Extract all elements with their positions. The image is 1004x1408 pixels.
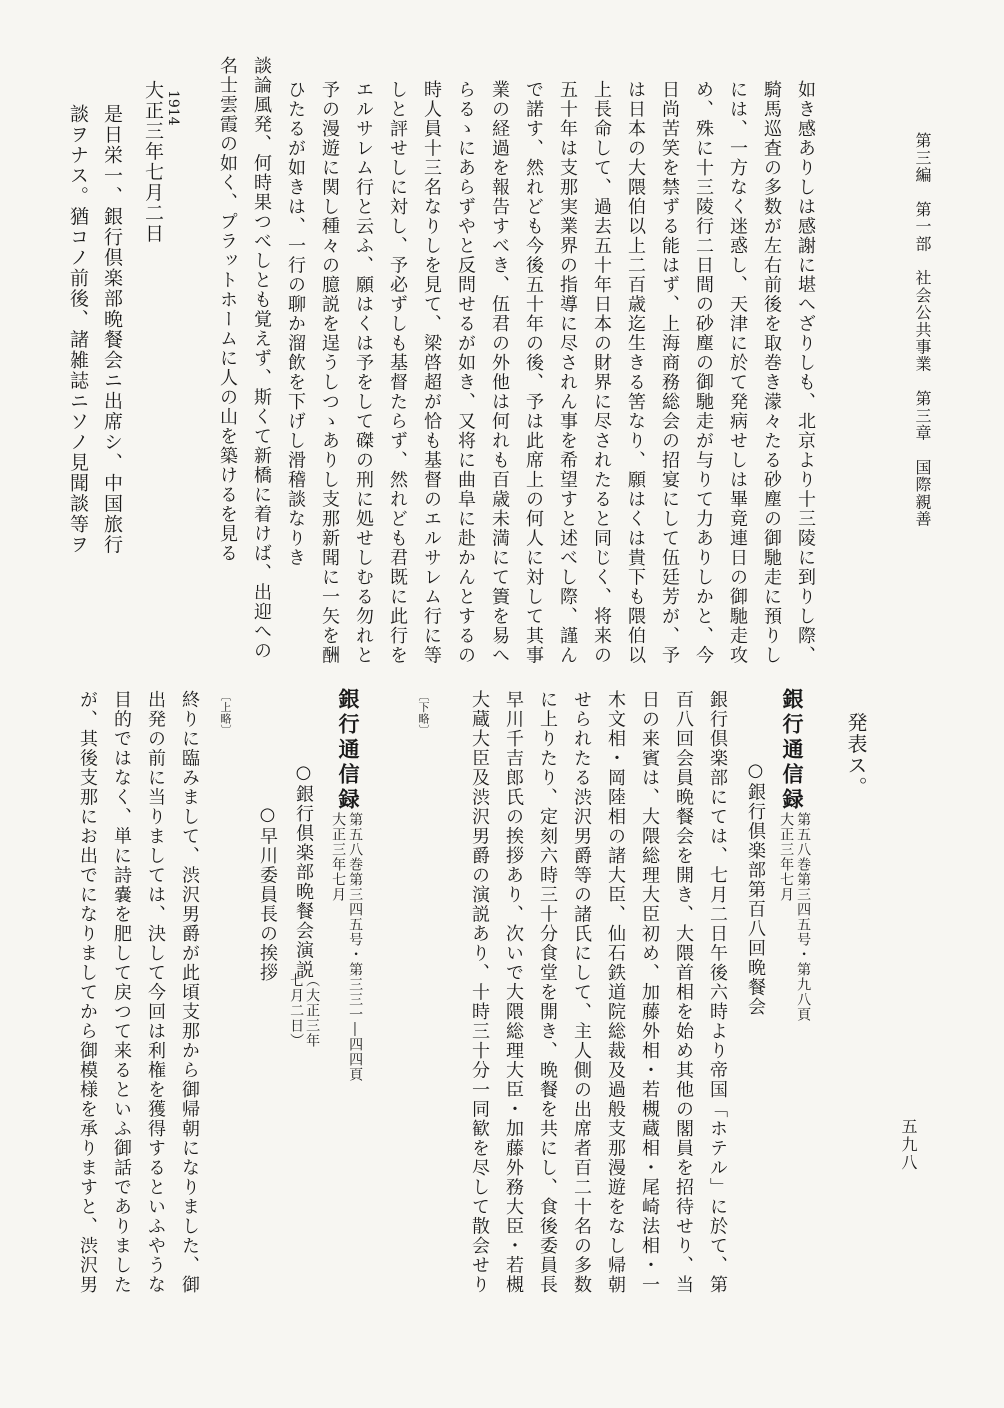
text-line: 銀行倶楽部にては、七月二日午後六時より帝国「ホテル」に於て、第	[707, 690, 728, 1295]
text-line: ひたるが如きは、一行の聊か溜飲を下げし滑稽談なりき	[285, 80, 306, 568]
text-line: 木文相・岡陸相の諸大臣、仙石鉄道院総裁及過般支那漫遊をなし帰朝	[605, 690, 626, 1295]
text-line: 如き感ありしは感謝に堪へざりしも、北京より十三陵に到りし際、	[795, 80, 816, 665]
speech-subheading: ○早川委員長の挨拶	[257, 804, 278, 983]
source-title: 銀行通信録	[336, 688, 361, 813]
source-date: 大正三年七月	[330, 812, 347, 902]
text-line: 騎馬巡査の多数が左右前後を取巻き濛々たる砂塵の御馳走に預りし	[761, 80, 782, 665]
entry-line: 是日栄一、銀行倶楽部晩餐会ニ出席シ、中国旅行	[101, 104, 123, 555]
text-line: 出発の前に当りましては、決して今回は利権を獲得するといふやうな	[145, 690, 166, 1295]
announce-text: 発表ス。	[844, 712, 868, 798]
source-title: 銀行通信録	[780, 688, 805, 813]
source-date: 大正三年七月	[778, 812, 795, 902]
text-line: らるゝにあらずやと反問せるが如き、又将に曲阜に赴かんとするの	[455, 80, 476, 665]
text-line: に上りたり、定刻六時三十分食堂を開き、晩餐を共にし、食後委員長	[537, 690, 558, 1295]
text-line: 名士雲霞の如く、プラットホームに人の山を築けるを見る	[217, 56, 238, 563]
text-line: せられたる渋沢男爵等の諸氏にして、主人側の出席者百二十名の多数	[571, 690, 592, 1295]
text-line: 終りに臨みまして、渋沢男爵が此頃支那から御帰朝になりました、御	[179, 690, 200, 1295]
text-line: 五十年は支那実業界の指導に尽されん事を希望すと述べし際、謹ん	[557, 80, 578, 665]
text-line: が、其後支那にお出でになりましてから御模様を承りますと、渋沢男	[77, 690, 98, 1295]
date-entry: 大正三年七月二日	[142, 80, 164, 244]
text-line: 早川千吉郎氏の挨拶あり、次いで大隈総理大臣・加藤外務大臣・若槻	[503, 690, 524, 1295]
running-head: 第三編 第一部 社会公共事業 第三章 国際親善	[913, 132, 932, 528]
text-line: 時人員十三名なりしを見て、梁啓超が恰も基督のエルサレム行に等	[421, 80, 442, 665]
text-line: 談論風発、何時果つべしとも覚えず、斯くて新橋に着けば、出迎への	[251, 56, 272, 661]
omission-note: 〔上略〕	[219, 690, 232, 736]
entry-line: 談ヲナス。猶コノ前後、諸雑誌ニソノ見聞談等ヲ	[67, 104, 89, 555]
source-reference: 第五八巻第三四五号・第九八頁	[795, 812, 812, 1022]
speech-date-note: 七月二日）	[288, 973, 305, 1048]
text-line: め、殊に十三陵行二日間の砂塵の御馳走が与りて力ありしかと、今	[693, 80, 714, 665]
speech-heading: ○銀行倶楽部晩餐会演説	[293, 762, 314, 980]
text-line: 上長命して、過去五十年日本の財界に尽されたると同じく、将来の	[591, 80, 612, 665]
text-line: は日本の大隈伯以上二百歳迄生きる筈なり、願はくは貴下も隈伯以	[625, 80, 646, 665]
article-subheading: ○銀行倶楽部第百八回晩餐会	[745, 760, 766, 1017]
text-line: には、一方なく迷惑し、天津に於て発病せしは畢竟連日の御馳走攻	[727, 80, 748, 665]
year-label: 1914	[165, 90, 181, 126]
omission-note: 〔下略〕	[417, 690, 430, 736]
text-line: 日の来賓は、大隈総理大臣初め、加藤外相・若槻蔵相・尾崎法相・一	[639, 690, 660, 1295]
text-line: 大蔵大臣及渋沢男爵の演説あり、十時三十分一同歓を尽して散会せり	[469, 690, 490, 1295]
text-line: 目的ではなく、単に詩嚢を肥して戻つて来るといふ御話でありました	[111, 690, 132, 1295]
text-line: しと評せしに対し、予必ずしも基督たらず、然れども君既に此行を	[387, 80, 408, 665]
page-number: 五九八	[899, 1118, 918, 1172]
text-line: 百八回会員晩餐会を開き、大隈首相を始め其他の閣員を招待せり、当	[673, 690, 694, 1295]
text-line: エルサレム行と云ふ、願はくは予をして磔の刑に処せしむる勿れと	[353, 80, 374, 665]
text-line: 予の漫遊に関し種々の臆説を逞うしつゝありし支那新聞に一矢を酬	[319, 80, 340, 665]
text-line: 業の経過を報告すべき、伍君の外他は何れも百歳未満にて簀を易へ	[489, 80, 510, 665]
speech-date-note: （大正三年	[304, 973, 321, 1048]
source-reference: 第五八巻第三四五号・第三三一―四四頁	[347, 812, 364, 1082]
text-line: で諾す、然れども今後五十年の後、予は此席上の何人に対して其事	[523, 80, 544, 665]
text-line: 日尚苦笑を禁ずる能はず、上海商務総会の招宴にして伍廷芳が、予	[659, 80, 680, 665]
